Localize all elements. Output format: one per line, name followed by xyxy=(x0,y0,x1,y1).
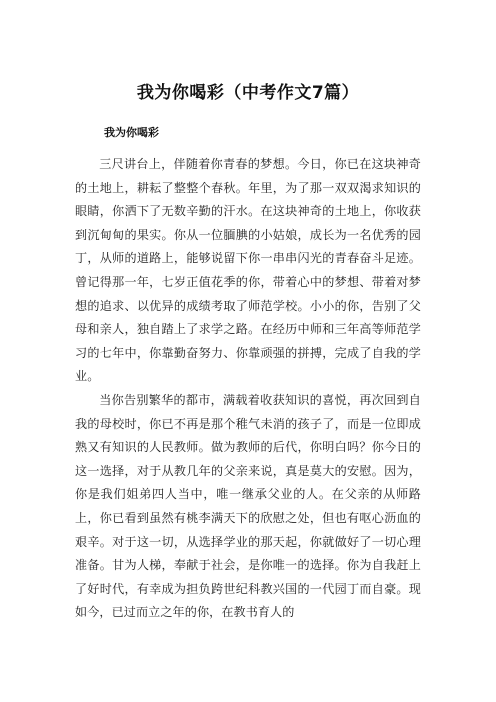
paragraph-2: 当你告别繁华的都市，满载着收获知识的喜悦，再次回到自我的母校时，你已不再是那个稚气未消的孩子了，而是一位即成熟又有知识的人民教师。做为教师的后代，你明白吗？你今日的这一选择，对于从教几年的父亲来说，真是莫大的安慰。因为，你是我们姐弟四人当中，唯一继承父业的人。在父亲的从师路上，你已看到虽然有桃李满天下的欣慰之处，但也有呕心沥血的艰辛。对于这一切，从选择学业的那天起，你就做好了一切心理准备。甘为人梯，奉献于社会，是你唯一的选择。你为自我赶上了好时代，有幸成为担负跨世纪科教兴国的一代园丁而自豪。现如今，已过而立之年的你，在教书育人的 xyxy=(75,392,421,620)
paragraph-1: 三尺讲台上，伴随着你青春的梦想。今日，你已在这块神奇的土地上，耕耘了整整个春秋。年里，为了那一双双渴求知识的眼睛，你洒下了无数辛勤的汗水。在这块神奇的土地上，你收获到沉甸甸的果实。你从一位腼腆的小姑娘，成长为一名优秀的园丁，从师的道路上，能够说留下你一串串闪光的青春奋斗足迹。曾记得那一年，七岁正值花季的你，带着心中的梦想、带着对梦想的追求、以优异的成绩考取了师范学校。小小的你，告别了父母和亲人，独自踏上了求学之路。在经历中师和三年高等师范学习的七年中，你靠勤奋努力、你靠顽强的拼搏，完成了自我的学业。 xyxy=(75,157,421,384)
document-subtitle: 我为你喝彩 xyxy=(104,126,159,139)
document-title: 我为你喝彩（中考作文7篇） xyxy=(136,83,360,103)
document-body xyxy=(75,153,421,625)
